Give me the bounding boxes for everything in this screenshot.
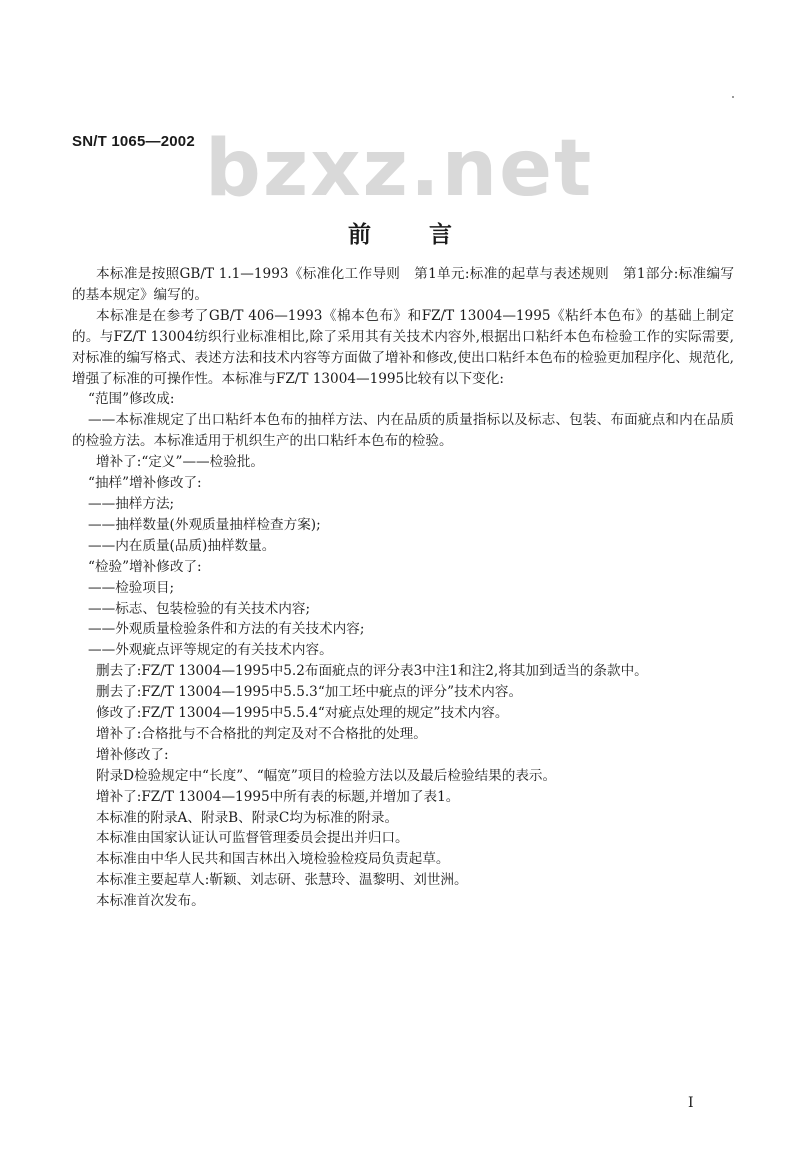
- paragraph: 附录D检验规定中“长度”、“幅宽”项目的检验方法以及最后检验结果的表示。: [96, 767, 557, 784]
- paragraph: ——抽样数量(外观质量抽样检查方案);: [88, 516, 321, 533]
- paragraph: 修改了:FZ/T 13004—1995中5.5.4“对疵点处理的规定”技术内容。: [96, 705, 509, 722]
- paragraph: 删去了:FZ/T 13004—1995中5.5.3“加工坯中疵点的评分”技术内容。: [96, 684, 523, 701]
- paragraph: “抽样”增补修改了:: [88, 475, 202, 492]
- page-title: 前言: [348, 222, 510, 248]
- paragraph: ——标志、包装检验的有关技术内容;: [88, 600, 311, 617]
- standard-code: SN/T 1065—2002: [72, 133, 195, 150]
- paragraph: 增补了:“定义”——检验批。: [96, 454, 265, 471]
- foreword-body: [72, 264, 734, 912]
- paragraph: 本标准是按照GB/T 1.1—1993《标准化工作导则 第1单元:标准的起草与表述规则 第1部分:标准编写的基本规定》编写的。: [72, 266, 734, 303]
- paragraph: 增补了:FZ/T 13004—1995中所有表的标题,并增加了表1。: [96, 788, 460, 805]
- paragraph: ——检验项目;: [88, 579, 175, 596]
- paragraph: ——本标准规定了出口粘纤本色布的抽样方法、内在品质的质量指标以及标志、包装、布面疵点和内在品质的检验方法。本标准适用于机织生产的出口粘纤本色布的检验。: [72, 412, 734, 450]
- paragraph: ——抽样方法;: [88, 495, 175, 512]
- paragraph: 本标准的附录A、附录B、附录C均为标准的附录。: [96, 809, 399, 826]
- page-number: I: [688, 1095, 694, 1111]
- paragraph: 本标准首次发布。: [96, 893, 205, 910]
- paragraph: 本标准是在参考了GB/T 406—1993《棉本色布》和FZ/T 13004—1995《粘纤本色布》的基础上制定的。与FZ/T 13004纺织行业标准相比,除了采用其有关技术内容外,根据出口粘纤本色布检验工作的实际需要,对标准的编写格式、表述方法和技术内容等方面做了增补和修改,使出口粘纤本色布的检验更加程序化、规范化,增强了标准的可操作性。本标准与FZ/T 13004—1995比较有以下变化:: [72, 307, 734, 387]
- paragraph: 本标准主要起草人:靳颖、刘志研、张慧玲、温黎明、刘世洲。: [96, 872, 468, 889]
- scan-speck: [732, 96, 734, 98]
- paragraph: “检验”增补修改了:: [88, 558, 202, 575]
- paragraph: 本标准由国家认证认可监督管理委员会提出并归口。: [96, 830, 409, 847]
- paragraph: ——外观疵点评等规定的有关技术内容。: [88, 642, 333, 659]
- paragraph: 删去了:FZ/T 13004—1995中5.2布面疵点的评分表3中注1和注2,将其加到适当的条款中。: [96, 663, 648, 680]
- paragraph: ——外观质量检验条件和方法的有关技术内容;: [88, 621, 365, 638]
- paragraph: “范围”修改成:: [88, 391, 175, 408]
- paragraph: 增补修改了:: [96, 746, 169, 763]
- paragraph: 本标准由中华人民共和国吉林出入境检验检疫局负责起草。: [96, 851, 450, 868]
- paragraph: ——内在质量(品质)抽样数量。: [88, 537, 276, 554]
- paragraph: 增补了:合格批与不合格批的判定及对不合格批的处理。: [96, 725, 427, 742]
- watermark-logo: bzxz.net: [205, 124, 594, 214]
